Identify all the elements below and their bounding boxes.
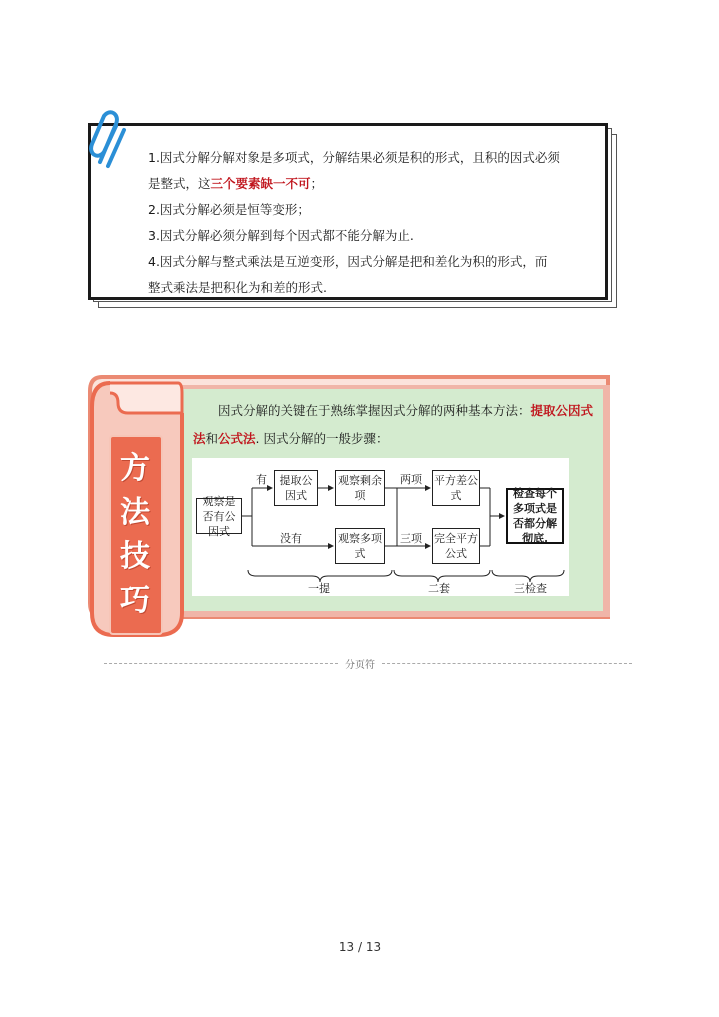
note-line-2: 2.因式分解必须是恒等变形； xyxy=(148,202,310,217)
method-extract-common-factor: 提取公因式法 xyxy=(193,403,594,446)
note-text xyxy=(148,145,588,301)
skills-intro: 因式分解的关键在于熟练掌握因式分解的两种基本方法：提取公因式法和公式法. 因式分解的一般步骤： xyxy=(193,403,594,446)
step-observe-remaining: 观察剩余项 xyxy=(335,470,385,506)
step-observe-polynomial: 观察多项式 xyxy=(335,528,385,564)
page-break-line-right xyxy=(382,663,632,664)
label-three-terms: 三项 xyxy=(400,532,422,545)
factorization-flowchart xyxy=(192,458,569,596)
label-no: 没有 xyxy=(280,532,302,545)
label-yes: 有 xyxy=(256,473,267,486)
step-difference-of-squares: 平方差公式 xyxy=(432,470,480,506)
note-line-4b: 整式乘法是把积化为和差的形式. xyxy=(148,280,327,295)
step-observe-common-factor: 观察是否有公因式 xyxy=(196,498,242,534)
note-line-4: 4.因式分解与整式乘法是互逆变形，因式分解是把和差化为积的形式，而 xyxy=(148,254,548,269)
method-skills-title xyxy=(112,447,158,623)
paperclip-icon xyxy=(86,102,136,170)
title-char-3: 技 xyxy=(120,539,150,574)
page-break-label: 分页符 xyxy=(338,656,382,671)
page-number: 13 / 13 xyxy=(338,940,382,954)
title-char-2: 法 xyxy=(120,495,150,530)
method-formula: 公式法 xyxy=(218,431,256,446)
key-point-highlight: 三个要素缺一不可 xyxy=(210,176,311,191)
stage-apply: 二套 xyxy=(428,582,450,595)
step-perfect-square: 完全平方公式 xyxy=(432,528,480,564)
step-extract-common-factor: 提取公因式 xyxy=(274,470,318,506)
note-line-3: 3.因式分解必须分解到每个因式都不能分解为止. xyxy=(148,228,414,243)
page-break-line-left xyxy=(104,663,338,664)
note-line-1b: 是整式，这三个要素缺一不可； xyxy=(148,176,324,191)
title-char-4: 巧 xyxy=(120,583,150,618)
step-check-complete: 检查每个多项式是否都分解彻底. xyxy=(506,488,564,544)
note-card xyxy=(88,123,608,300)
note-line-1: 1.因式分解分解对象是多项式，分解结果必须是积的形式，且积的因式必须 xyxy=(148,150,560,165)
stage-extract: 一提 xyxy=(308,582,330,595)
stage-check: 三检查 xyxy=(514,582,547,595)
label-two-terms: 两项 xyxy=(400,473,422,486)
title-char-1: 方 xyxy=(120,451,150,486)
